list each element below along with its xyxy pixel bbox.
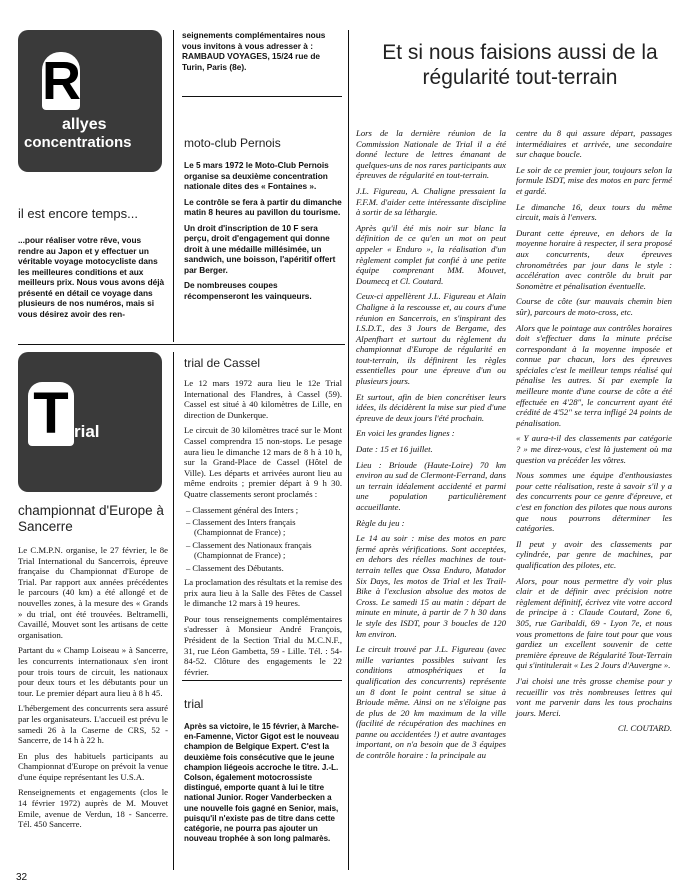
column-rule-3 [348,30,349,870]
feature-title: Et si nous faisions aussi de la régularité tout-terrain [382,41,658,89]
feature-paragraph: « Y aura-t-il des classements par catégorie ? » me direz-vous, c'est là justement où ma question va précéder les vôtres. [516,433,672,465]
cassel-list-item: – Classement général des Inters ; [186,504,299,515]
feature-paragraph: Alors que le pointage aux contrôles horaires doit s'effectuer dans la minute précise correspondant à la moyenne imposée et connue par chacun, lors des épreuves spéciales c'est le meilleur temps réalisé qui pénalise les autres. Si par exemple la meilleure monte d'une course de côte a été effectuée en 4'28", le concurrent ayant été crédité de 4'52" se terra infligé 24 points de pénalisation. [516,322,672,428]
pernois-p1: Le 5 mars 1972 le Moto-Club Pernois organise sa deuxième concentration nationale dites des « Fontaines ». [184,160,329,191]
feature-paragraph: Durant cette épreuve, en dehors de la moyenne horaire à respecter, il sera proposé aux concurrents, deux épreuves chronométrées par jour dans le style : accélération avec contrôle du bruit par Sonomètre et pénalisation éventuelle. [516,227,672,291]
trial-belgium-p1: Après sa victoire, le 15 février, à Marche-en-Famenne, Victor Gigot est le nouveau champion de Belgique Expert. C'est la deuxième fois consécutive que le jeune champion liégeois accroche le titre. J.-L. Colson, également motocrossiste distingué, emporte quant à lui le titre national Junior. Roger Vanderbecken a une nouvelle fois gagné en Senior, mais, puisqu'il n'existe pas de titre dans cette catégorie, ne pourra pas ajouter un nouveau trophée à son long palmarès. [184,722,339,844]
europe-p4: En plus des habituels participants au Championnat d'Europe on prévoit la venue d'une équipe représentant les U.S.A. [18,750,168,782]
pernois-p4: De nombreuses coupes récompenseront les vainqueurs. [184,280,312,301]
feature-paragraph: Le 14 au soir : mise des motos en parc fermé après vérifications. Sont acceptées, en dehors des réelles machines de tout-terrain telles que Ossa Enduro, Matador Six Days, les motos de Trial et les Trail-Bike à l'exclusion absolue des motos de Cross. Le samedi 15 au matin : départ de minute en minute, à partir de 7 h 30 dans le style des ISDT, pour 3 boucles de 120 km environ. [356,533,506,639]
rallyes-badge-word-2: concentrations [24,134,132,151]
europe-p3: L'hébergement des concurrents sera assuré par les organisateurs. L'accueil est prévu le samedi 26 à la Caserne de CRS, 52 - Sancerre, de 14 h à 22 h. [18,703,168,746]
cassel-p2: Le circuit de 30 kilomètres tracé sur le Mont Cassel comprendra 15 non-stops. Le pesage aura lieu le dimanche 12 mars de 8 h à 10 h, sur la Grand-Place de Cassel (Hôtel de Ville). Les départs et arrivées auront lieu au même endroits ; premier départ à 9 h 30. Quatre classements seront proclamés : [184,425,342,499]
column-rule-1 [173,30,174,342]
cassel-list-item: – Classement des Inters français (Championnat de France) ; [186,516,296,538]
divider-trial [18,344,345,345]
feature-col-1 [356,128,506,766]
divider-belgium-trial [182,680,342,681]
europe-p2: Partant du « Champ Loiseau » à Sancerre, les concurrents internationaux s'en iront pour trois tours de circuit, les nationaux pour deux tours et les débutants pour un tour. Le premier départ aura lieu à 8 h 45. [18,645,168,698]
feature-paragraph: centre du 8 qui assure départ, passages intermédiaires et arrivée, une secondaire sur chaque boucle. [516,128,672,160]
feature-paragraph: Il peut y avoir des classements par cylindrée, par genre de machines, par qualification des pilotes, etc. [516,538,672,570]
rallyes-continuation: seignements complémentaires nous vous invitons à vous adresser à : RAMBAUD VOYAGES, 15/24 rue de Turin, Paris (8e). [182,30,326,72]
divider-pernois [182,96,342,97]
feature-paragraph: Après qu'il été mis noir sur blanc la définition de ce qu'en un mot on peut appeler « Enduro », la réalisation d'un règlement complet fut confié à une petite équipe comprenant MM. Mouvet, Doumecq et Cl. Coutard. [356,222,506,286]
page-number: 32 [16,872,28,883]
trial-badge [18,352,162,492]
feature-paragraph: Alors, pour nous permettre d'y voir plus clair et de définir avec précision notre règlement définitif, écrivez vite votre accord de principe à : Claude Coutard, Zone 6, 305, rue Garibaldi, 69 - Lyon 7e, et nous vous promettons de faire tout pour que vous gardiez un excellent souvenir de cette première épreuve de Régularité Tout-Terrain qui s'intitulerait « Les 2 Jours d'Auvergne ». [516,575,672,671]
feature-paragraph: Le soir de ce premier jour, toujours selon la formule ISDT, mise des motos en parc fermé et gardé. [516,164,672,196]
feature-paragraph: Date : 15 et 16 juillet. [356,444,433,455]
cassel-list-item: – Classement des Débutants. [186,562,284,573]
feature-paragraph: Le circuit trouvé par J.L. Figureau (avec mille variantes possibles suivant les conditions atmosphériques et la qualification des concurrents) représente un 8 dont le point central se situe à Brioude même. Ainsi on ne s'éloigne pas de plus de 20 km maximum de la ville (facilité de récupération des machines en panne ou accidentées !) et autre avantages important, on n'a besoin que de 3 équipes de contrôle horaire : la principale au [356,644,506,761]
cassel-title: trial de Cassel [184,356,261,370]
feature-paragraph: J.L. Figureau, A. Chaligne pressaient la F.F.M. d'aider cette intéressante discipline à sortir de sa léthargie. [356,185,506,218]
cassel-list-item: – Classement des Nationaux français (Championnat de France) ; [186,539,312,561]
feature-paragraph: En voici les grandes lignes : [356,428,455,439]
feature-paragraph: Lors de la dernière réunion de la Commission Nationale de Trial il a été donné lecture de lettres émanant de quelques-uns de nos rares participants aux épreuves de régularité en tout-terrain. [356,128,506,181]
cassel-classement-list [184,505,342,573]
rallyes-section-title: il est encore temps... [18,206,138,221]
feature-paragraph: Et surtout, afin de bien concrétiser leurs idées, ils décidèrent la mise sur pied d'une épreuve de deux jours l'été prochain. [356,391,506,423]
trial-badge-letter: T [28,382,74,446]
pernois-p3: Un droit d'inscription de 10 F sera perçu, droit d'engagement qui donne droit à une médaille millésimée, un sandwich, une boisson, l'apéritif offert par Berger. [184,222,336,275]
trial-belgium-title: trial [184,697,204,711]
rallyes-lead: ...pour réaliser votre rêve, vous rendre au Japon et y effectuer un véritable voyage motocycliste dans les meilleures conditions et aux meilleurs prix. Nous vous avons déjà présenté en détail ce voyage dans plusieurs de nos numéros, mais si vous désirez avoir des ren- [18,235,165,319]
rallyes-badge-word-1: allyes [62,116,107,133]
trial-badge-word: rial [74,422,100,441]
cassel-p3: La proclamation des résultats et la remise des prix aura lieu à la Salle des Fêtes de Cassel le dimanche 12 mars à 19 heures. [184,576,343,609]
cassel-p4: Pour tous renseignements complémentaires s'adresser à Monsieur André François, Président de la Section Trial du M.C.N.F., 31, rue Léon Gambetta, 59 - Lille. Tél. : 54-84-52. Clôture des engagements le 22 février. [184,613,342,677]
cassel-p1: Le 12 mars 1972 aura lieu le 12e Trial International des Flandres, à Cassel (59). Cassel est situé à 40 kilomètres de Lille, en direction de Dunkerque. [184,378,342,420]
europe-p5: Renseignements et engagements (clos le 14 février 1972) auprès de M. Mouvet Emile, avenue de Verdun, 18 - Sancerre. Tél. 450 Sancerre. [18,787,168,830]
pernois-title: moto-club Pernois [184,136,281,150]
feature-signature: Cl. COUTARD. [617,723,672,734]
feature-paragraph: Ceux-ci appellèrent J.L. Figureau et Alain Chaligne à la rescousse et, au cours d'une réunion en Sancerrois, en s'inspirant des I.S.D.T., des 3 Jours de Bergame, des Alpenfhart et surtout du règlement du championnat d'Europe de régularité en tout-terrain, ils définirent les règles essentielles pour une épreuve d'un ou plusieurs jours. [356,291,506,387]
column-rule-2 [173,352,174,870]
feature-col-2 [516,128,672,739]
feature-paragraph: Lieu : Brioude (Haute-Loire) 70 km environ au sud de Clermont-Ferrand, dans un terrain idéalement accidenté et parmi une population particulièrement accueillante. [356,459,506,512]
europe-title: championnat d'Europe à Sancerre [18,503,164,534]
feature-paragraph: J'ai choisi une très grosse chemise pour y recueillir vos très nombreuses lettres qui vont me parvenir dans les tous prochains jours. Merci. [516,675,672,718]
feature-paragraph: Règle du jeu : [356,517,405,528]
rallyes-badge-letter: R [42,51,81,111]
rallyes-badge [18,30,162,172]
pernois-p2: Le contrôle se fera à partir du dimanche matin 8 heures au pavillon du tourisme. [184,196,342,217]
feature-paragraph: Le dimanche 16, deux tours du même circuit, mais à l'envers. [516,201,672,223]
feature-paragraph: Course de côte (sur mauvais chemin bien sûr), parcours de moto-cross, etc. [516,296,672,317]
feature-paragraph: Nous sommes une équipe d'enthousiastes pour cette réalisation, reste à savoir s'il y a des concurrents pour ce genre d'épreuve, et c'est en fonction des pilotes que nous aurons que nous pourrons déterminer les catégories. [516,470,672,534]
europe-p1: Le C.M.P.N. organise, le 27 février, le 8e Trial International du Sancerrois, épreuve française du Championnat d'Europe de Trial. Par rapport aux années précédentes le parcours (40 km) a été allongé et de nouvelles zones, à la mesure des « Grands » du trial, ont été trouvées. Beltramelli, Cavaillé, Mouvet sont les artisans de cette organisation. [18,545,168,640]
